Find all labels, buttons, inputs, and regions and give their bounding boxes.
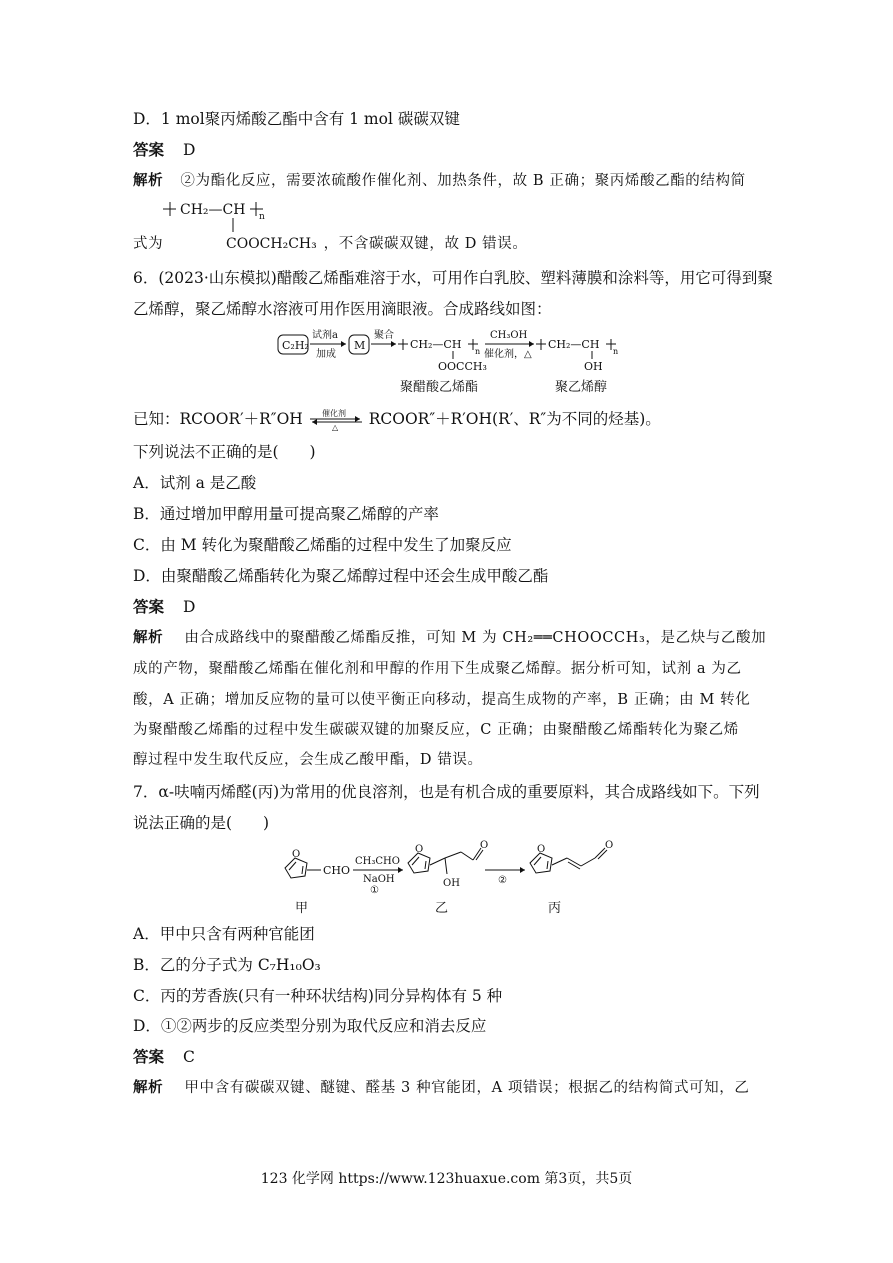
route6-step3-bottom: 催化剂，△ — [484, 349, 532, 360]
explanation-6-line5: 醇过程中发生取代反应，会生成乙酸甲酯，D 错误。 — [133, 752, 483, 768]
label-jia: 甲 — [295, 901, 309, 916]
route6-step3-top: CH₃OH — [490, 330, 528, 341]
q6-option-a: A．试剂 a 是乙酸 — [133, 474, 257, 492]
answer-6 — [133, 596, 195, 618]
q6-option-d: D．由聚醋酸乙烯酯转化为聚乙烯醇过程中还会生成甲酸乙酯 — [133, 567, 549, 585]
answer-7 — [133, 1046, 195, 1068]
poly-acrylate-top: CH₂—CH — [180, 202, 246, 218]
explanation-prefix: 式为 — [133, 236, 164, 252]
known-arrow — [308, 409, 364, 431]
explanation-label: 解析 — [133, 1079, 164, 1096]
route6-start: C₂H₂ — [282, 339, 309, 352]
q7-option-a: A．甲中只含有两种官能团 — [133, 925, 315, 943]
route6-poly2-top: CH₂—CH — [548, 338, 600, 351]
explanation-text: 由合成路线中的聚醋酸乙烯酯反推，可知 M 为 CH₂══CHOOCCH₃，是乙炔与乙酸加 — [184, 630, 767, 646]
q7-synthesis-route — [275, 838, 625, 918]
q6-stem-line2: 乙烯醇，聚乙烯醇水溶液可用作医用滴眼液。合成路线如图： — [133, 300, 552, 318]
jia-cho: CHO — [323, 864, 351, 877]
explanation-text: 甲中含有碳碳双键、醚键、醛基 3 种官能团，A 项错误；根据乙的结构简式可知，乙 — [184, 1080, 750, 1096]
explanation-5-line2 — [133, 233, 527, 255]
explanation-label: 解析 — [133, 172, 164, 189]
route6-reagent-top: 试剂a — [312, 330, 338, 341]
bing-ring-o: O — [537, 844, 546, 855]
q7-option-c: C．丙的芳香族(只有一种环状结构)同分异构体有 5 种 — [133, 987, 503, 1005]
poly-acrylate-bottom: COOCH₂CH₃ — [226, 236, 317, 252]
yi-oh: OH — [443, 878, 460, 889]
q5-option-d: D．1 mol聚丙烯酸乙酯中含有 1 mol 碳碳双键 — [133, 110, 460, 128]
label-bing: 丙 — [548, 901, 562, 916]
q6-option-c: C．由 M 转化为聚醋酸乙烯酯的过程中发生了加聚反应 — [133, 536, 512, 554]
explanation-suffix: ，不含碳碳双键，故 D 错误。 — [323, 236, 528, 252]
known-arrow-top: 催化剂 — [321, 409, 346, 418]
explanation-text: ②为酯化反应，需要浓硫酸作催化剂、加热条件，故 B 正确；聚丙烯酸乙酯的结构简 — [180, 173, 746, 189]
answer-value: D — [182, 598, 196, 616]
route6-poly1-top: CH₂—CH — [410, 338, 462, 351]
route6-poly1-sub: OOCCH₃ — [438, 360, 487, 373]
yi-ring-o: O — [415, 844, 424, 855]
page-footer: 123 化学网 https://www.123huaxue.com 第3页，共5页 — [260, 1171, 633, 1187]
q7-stem-line1: 7．α-呋喃丙烯醛(丙)为常用的优良溶剂，也是有机合成的重要原料，其合成路线如下。下列 — [133, 783, 760, 801]
bing-o: O — [605, 840, 614, 851]
explanation-7-line1 — [133, 1077, 749, 1099]
label-yi: 乙 — [435, 901, 449, 916]
explanation-6-line3: 酸，A 正确；增加反应物的量可以使平衡正向移动，提高生成物的产率，B 正确；由 M 转化 — [133, 692, 751, 708]
q6-stem-line1: 6．(2023·山东模拟)醋酸乙烯酯难溶于水，可用作白乳胶、塑料薄膜和涂料等，用它可得到聚 — [133, 269, 773, 287]
route6-reagent-bottom: 加成 — [316, 349, 336, 360]
known-arrow-bottom: △ — [331, 423, 338, 431]
jia-ring-o: O — [292, 849, 301, 860]
known-suffix: RCOOR″＋R′OH(R′、R″为不同的烃基)。 — [368, 410, 661, 428]
explanation-label: 解析 — [133, 629, 164, 646]
q6-synthesis-route — [270, 325, 630, 403]
explanation-6-line4: 为聚醋酸乙烯酯的过程中发生碳碳双键的加聚反应，C 正确；由聚醋酸乙烯酯转化为聚乙烯 — [133, 722, 739, 738]
route6-n2: n — [613, 347, 619, 356]
step1-bottom: NaOH — [363, 874, 395, 885]
poly-acrylate-n: n — [259, 212, 265, 222]
step1-top: CH₃CHO — [355, 856, 400, 867]
q6-question: 下列说法不正确的是( ) — [133, 443, 316, 461]
route6-poly2-name: 聚乙烯醇 — [555, 380, 608, 395]
q6-known — [133, 408, 661, 431]
q7-stem-line2: 说法正确的是( ) — [133, 814, 270, 832]
route6-m: M — [354, 339, 366, 352]
answer-value: C — [182, 1048, 195, 1066]
known-prefix: 已知：RCOOR′＋R″OH — [133, 410, 303, 428]
q6-option-b: B．通过增加甲醇用量可提高聚乙烯醇的产率 — [133, 505, 439, 523]
explanation-6-line2: 成的产物，聚醋酸乙烯酯在催化剂和甲醇的作用下生成聚乙烯醇。据分析可知，试剂 a 为乙 — [133, 661, 742, 677]
step2-num: ② — [498, 875, 507, 886]
answer-label: 答案 — [133, 140, 165, 159]
step1-num: ① — [370, 885, 379, 896]
q7-option-b: B．乙的分子式为 C₇H₁₀O₃ — [133, 956, 321, 974]
route6-poly2-sub: OH — [584, 360, 603, 373]
route6-n1: n — [475, 347, 481, 356]
route6-step2: 聚合 — [374, 330, 394, 341]
explanation-5-line1 — [133, 170, 746, 192]
answer-label: 答案 — [133, 1047, 165, 1066]
explanation-6-line1 — [133, 627, 766, 649]
yi-o: O — [480, 840, 489, 851]
answer-label: 答案 — [133, 597, 165, 616]
route6-poly1-name: 聚醋酸乙烯酯 — [400, 380, 479, 395]
answer-value: D — [182, 141, 196, 159]
q7-option-d: D．①②两步的反应类型分别为取代反应和消去反应 — [133, 1017, 487, 1035]
answer-5 — [133, 139, 195, 161]
